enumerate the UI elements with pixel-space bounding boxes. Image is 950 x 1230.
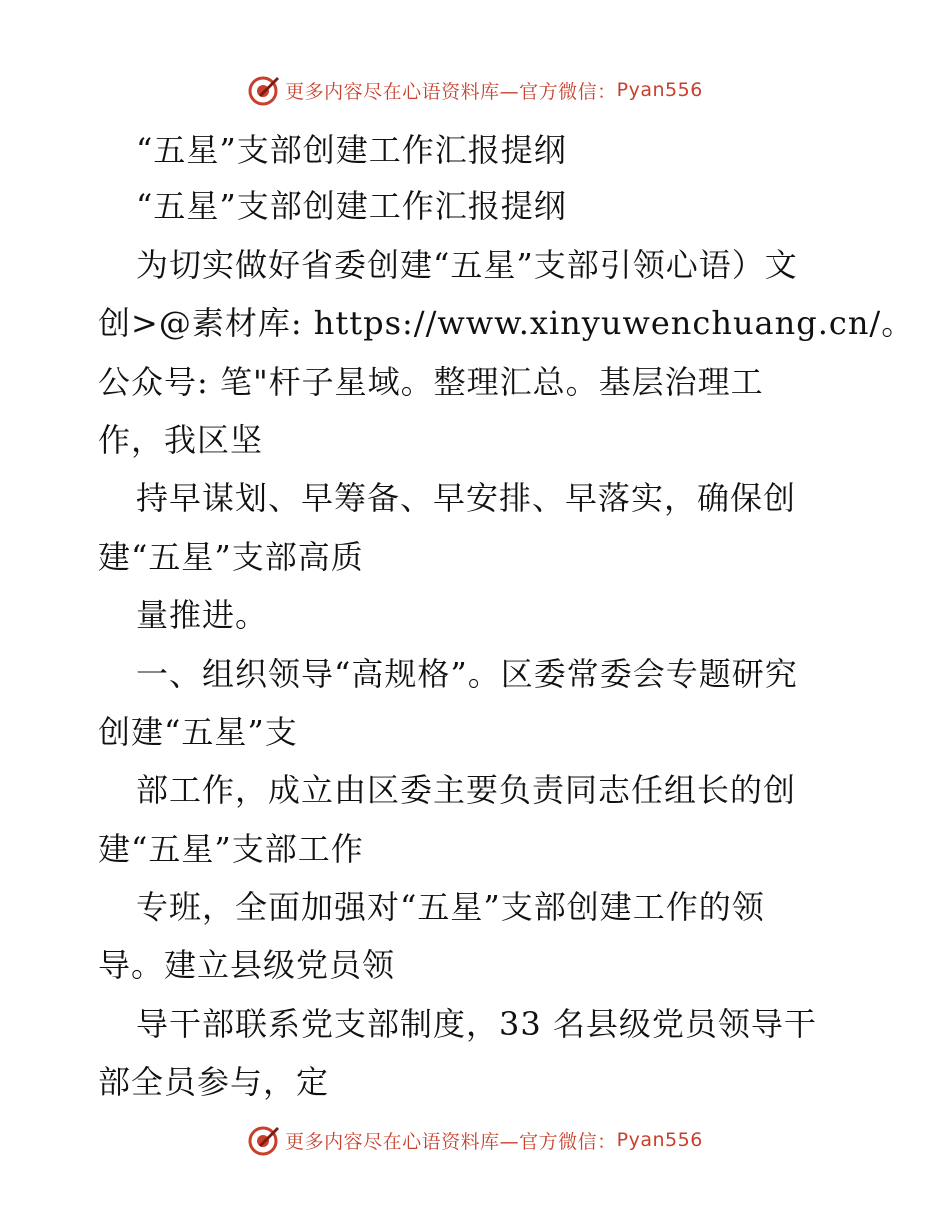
header-watermark-text: 更多内容尽在心语资料库—官方微信： — [285, 80, 617, 103]
paragraph-line: 公众号: 笔"杆子星域。整理汇总。基层治理工 — [98, 363, 764, 401]
paragraph-line: 创建“五星”支 — [98, 713, 298, 751]
footer-wechat-id: Pyan556 — [616, 1129, 703, 1151]
document-title-repeat: “五星”支部创建工作汇报提纲 — [136, 187, 567, 225]
paragraph-line: 部工作，成立由区委主要负责同志任组长的创 — [136, 771, 797, 809]
footer-watermark — [0, 1120, 950, 1160]
footer-watermark-text: 更多内容尽在心语资料库—官方微信： — [285, 1130, 617, 1153]
paragraph-line: 为切实做好省委创建“五星”支部引领心语）文 — [136, 246, 798, 284]
header-wechat-id: Pyan556 — [616, 79, 703, 101]
brush-logo-icon — [247, 73, 281, 107]
paragraph-line: 作，我区坚 — [98, 421, 264, 459]
header-watermark — [0, 70, 950, 110]
paragraph-line: 持早谋划、早筹备、早安排、早落实，确保创 — [136, 479, 797, 517]
paragraph-line: 建“五星”支部工作 — [98, 830, 364, 868]
paragraph-line: 部全员参与，定 — [98, 1063, 330, 1101]
paragraph-line: 一、组织领导“高规格”。区委常委会专题研究 — [136, 655, 798, 693]
paragraph-line: 创>@素材库: https://www.xinyuwenchuang.cn/。 — [98, 304, 915, 342]
brush-logo-icon — [247, 1123, 281, 1157]
paragraph-line: 导。建立县级党员领 — [98, 946, 396, 984]
paragraph-line: 量推进。 — [136, 596, 269, 634]
document-title: “五星”支部创建工作汇报提纲 — [136, 131, 567, 169]
paragraph-line: 专班，全面加强对“五星”支部创建工作的领 — [136, 888, 765, 926]
paragraph-line: 建“五星”支部高质 — [98, 538, 364, 576]
paragraph-line: 导干部联系党支部制度，33 名县级党员领导干 — [136, 1005, 817, 1043]
